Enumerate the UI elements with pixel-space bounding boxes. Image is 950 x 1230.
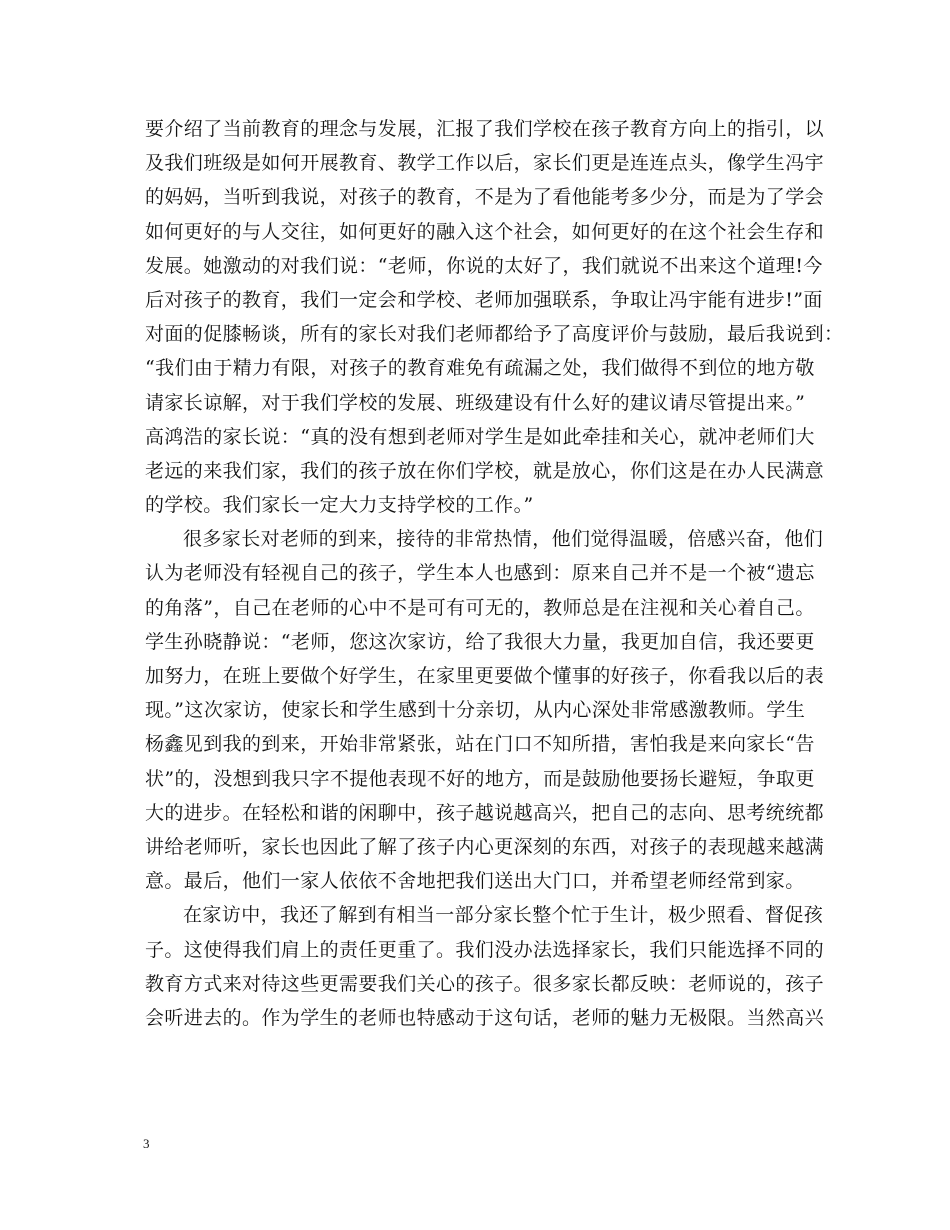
text-line: 子。这使得我们肩上的责任更重了。我们没办法选择家长，我们只能选择不同的 bbox=[145, 938, 825, 961]
text-line: 的角落”，自己在老师的心中不是可有可无的，教师总是在注视和关心着自己。 bbox=[145, 596, 815, 619]
text-line: 在家访中，我还了解到有相当一部分家长整个忙于生计，极少照看、督促孩 bbox=[183, 904, 824, 927]
body-text bbox=[145, 112, 844, 1035]
text-line: “我们由于精力有限，对孩子的教育难免有疏漏之处，我们做得不到位的地方敬 bbox=[145, 357, 815, 380]
text-line: 现。”这次家访，使家长和学生感到十分亲切，从内心深处非常感激教师。学生 bbox=[145, 699, 806, 722]
text-line: 讲给老师听，家长也因此了解了孩子内心更深刻的东西，对孩子的表现越来越满 bbox=[145, 835, 825, 858]
text-line: 要介绍了当前教育的理念与发展，汇报了我们学校在孩子教育方向上的指引，以 bbox=[145, 118, 825, 140]
text-line: 认为老师没有轻视自己的孩子，学生本人也感到：原来自己并不是一个被“遗忘 bbox=[145, 562, 815, 585]
text-line: 加努力，在班上要做个好学生，在家里更要做个懂事的好孩子，你看我以后的表 bbox=[145, 665, 825, 687]
text-line: 及我们班级是如何开展教育、教学工作以后，家长们更是连连点头，像学生冯宇 bbox=[145, 152, 825, 175]
text-line: 高鸿浩的家长说：“真的没有想到老师对学生是如此牵挂和关心，就冲老师们大 bbox=[145, 425, 815, 448]
text-line: 的学校。我们家长一定大力支持学校的工作。” bbox=[145, 494, 534, 517]
text-line: 后对孩子的教育，我们一定会和学校、老师加强联系，争取让冯宇能有进步!”面 bbox=[145, 288, 823, 311]
text-line: 大的进步。在轻松和谐的闲聊中，孩子越说越高兴，把自己的志向、思考统统都 bbox=[145, 801, 825, 824]
text-line: 对面的促膝畅谈，所有的家长对我们老师都给予了高度评价与鼓励，最后我说到： bbox=[145, 323, 844, 346]
text-line: 学生孙晓静说：“老师，您这次家访，给了我很大力量，我更加自信，我还要更 bbox=[145, 630, 815, 653]
text-line: 意。最后，他们一家人依依不舍地把我们送出大门口，并希望老师经常到家。 bbox=[145, 870, 805, 893]
text-line: 如何更好的与人交往，如何更好的融入这个社会，如何更好的在这个社会生存和 bbox=[145, 220, 825, 243]
text-line: 很多家长对老师的到来，接待的非常热情，他们觉得温暖，倍感兴奋，他们 bbox=[183, 528, 824, 551]
text-line: 发展。她激动的对我们说：“老师，你说的太好了，我们就说不出来这个道理!今 bbox=[145, 254, 823, 277]
text-line: 会听进去的。作为学生的老师也特感动于这句话，老师的魅力无极限。当然高兴 bbox=[145, 1006, 825, 1029]
text-line: 老远的来我们家，我们的孩子放在你们学校，就是放心，你们这是在办人民满意 bbox=[145, 459, 825, 482]
text-line: 请家长谅解，对于我们学校的发展、班级建设有什么好的建议请尽管提出来。” bbox=[145, 391, 806, 414]
page-number: 3 bbox=[143, 1136, 150, 1151]
text-line: 状”的，没想到我只字不提他表现不好的地方，而是鼓励他要扬长避短，争取更 bbox=[145, 767, 815, 790]
text-line: 杨鑫见到我的到来，开始非常紧张，站在门口不知所措，害怕我是来向家长“告 bbox=[145, 733, 815, 756]
text-line: 教育方式来对待这些更需要我们关心的孩子。很多家长都反映：老师说的，孩子 bbox=[145, 972, 825, 995]
text-line: 的妈妈，当听到我说，对孩子的教育，不是为了看他能考多少分，而是为了学会 bbox=[145, 186, 825, 209]
